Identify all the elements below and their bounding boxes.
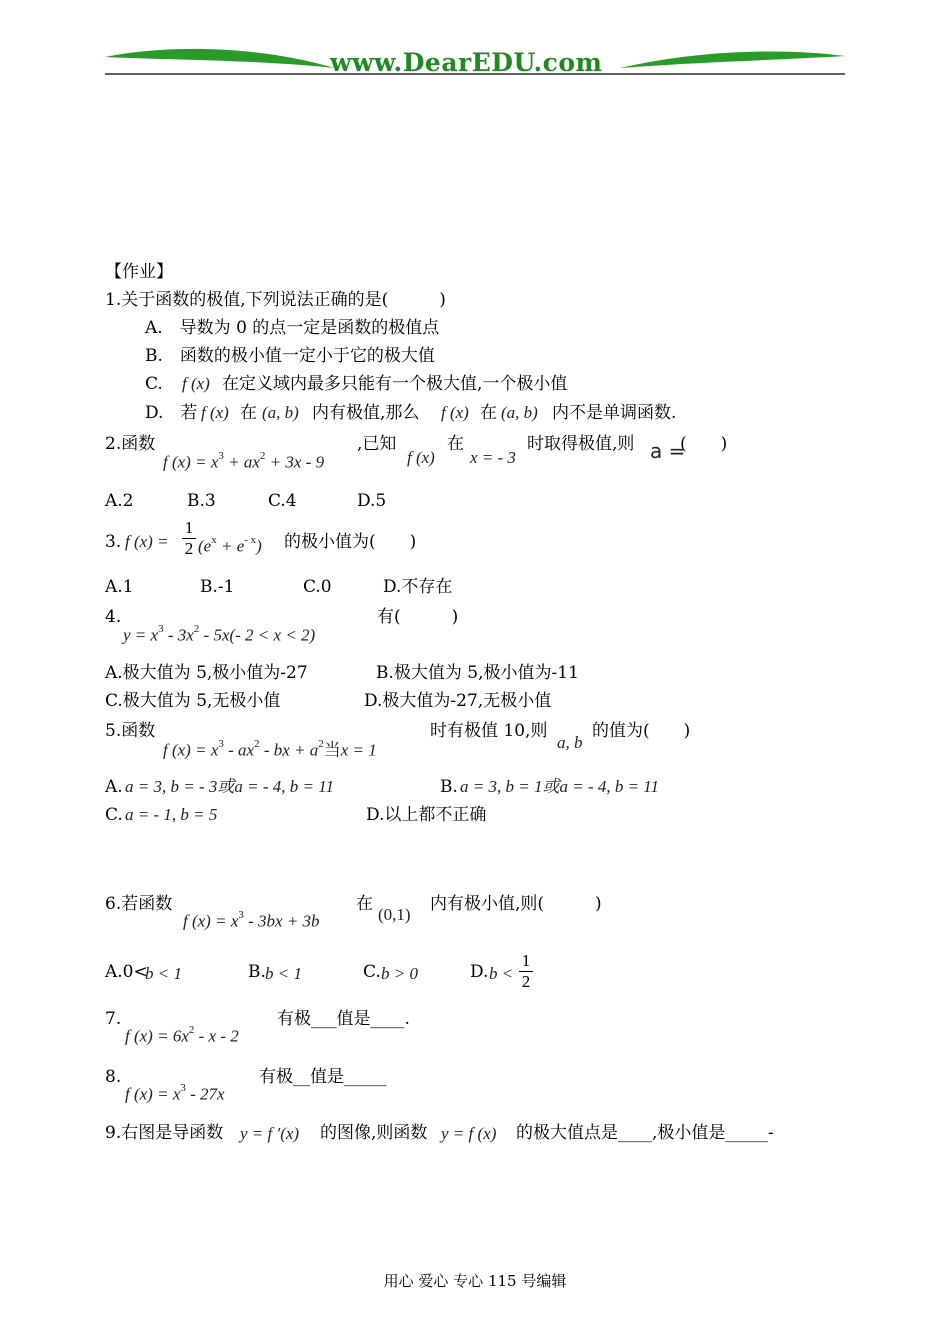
q3-option-a: A.1 [105, 577, 134, 597]
q9-text1: 9.右图是导函数 [105, 1123, 224, 1143]
q6-function: f $(x) = x^3 - 3bx + 3b$ [183, 909, 320, 931]
q9-text3: 的极大值点是____,极小值是_____- [516, 1123, 774, 1143]
q1-stem: 1.关于函数的极值,下列说法正确的是( ) [105, 290, 446, 310]
q3-lhs: f (x) = [125, 532, 169, 551]
q6-option-d: b < [489, 964, 514, 983]
q6-option-c: b > 0 [381, 964, 418, 983]
q3-fraction-denominator: 2 [184, 539, 194, 558]
q6-option-d-numerator: 1 [521, 951, 531, 970]
section-title: 【作业】 [105, 262, 173, 282]
q1-option-c-math: f (x) [182, 374, 210, 393]
q1-option-d-label: D. 若 [145, 403, 198, 423]
q2-option-b: B.3 [187, 491, 216, 511]
q5-option-a-label: A. [105, 777, 123, 797]
q9-derivative: y = f ′(x) [240, 1124, 300, 1143]
q3-option-c: C.0 [303, 577, 332, 597]
q8-number: 8. [105, 1067, 122, 1087]
q2-text3: 时取得极值,则 [527, 434, 635, 454]
q6-option-d-fraction [519, 952, 533, 991]
q5-stem: 5.函数 [105, 721, 156, 741]
q5-option-c: a = - 1, b = 5 [125, 805, 218, 824]
q2-text1: ,已知 [357, 434, 397, 454]
q1-option-d-math3: f (x) [441, 403, 469, 422]
q5-option-a: a = 3, b = - 3或a = - 4, b = 11 [125, 777, 334, 796]
q1-option-d-text1: 在 [240, 403, 257, 423]
q3-rhs: $(e^x + e^{- x})$ [198, 534, 262, 556]
q4-option-b: B.极大值为 5,极小值为-11 [376, 663, 579, 683]
q2-a-equals: a = [650, 439, 686, 463]
site-logo[interactable]: www.DearEDU.com [330, 48, 603, 77]
q2-text2: 在 [447, 434, 464, 454]
q6-option-a-label: A.0< [105, 962, 148, 982]
q5-text2: 的值为( ) [592, 721, 691, 741]
q5-option-b: a = 3, b = 1或a = - 4, b = 11 [460, 777, 660, 796]
q1-option-d-text2: 内有极值,那么 [312, 403, 420, 423]
q2-stem: 2.函数 [105, 434, 156, 454]
q1-option-d-math2: (a, b) [262, 403, 299, 422]
q1-option-d-text3: 在 [480, 403, 497, 423]
q3-option-d: D.不存在 [383, 577, 453, 597]
q8-function: f $(x) = x^3 - 27x$ [125, 1082, 225, 1104]
page-footer: 用心 爱心 专心 115 号编辑 [383, 1272, 567, 1290]
q6-option-d-denominator: 2 [521, 972, 531, 991]
q6-option-b: b < 1 [265, 964, 302, 983]
q6-option-d-label: D. [470, 962, 489, 982]
q7-number: 7. [105, 1009, 122, 1029]
q2-answer-paren: ( ) [680, 434, 728, 454]
q5-ab: a, b [557, 733, 583, 752]
q3-number: 3. [105, 532, 122, 552]
q6-text2: 内有极小值,则( ) [430, 894, 602, 914]
q8-tail: 有极__值是_____ [259, 1067, 387, 1087]
q2-option-a: A.2 [105, 491, 134, 511]
q4-tail: 有( ) [377, 607, 459, 627]
q3-tail: 的极小值为( ) [284, 532, 417, 552]
q1-option-b: B. 函数的极小值一定小于它的极大值 [145, 346, 435, 366]
q5-text1: 时有极值 10,则 [430, 721, 548, 741]
q9-function: y = f (x) [441, 1124, 497, 1143]
q3-fraction-numerator: 1 [184, 518, 194, 537]
q6-option-a: b < 1 [145, 964, 182, 983]
q7-tail: 有极___值是____. [277, 1009, 410, 1029]
q3-fraction [182, 519, 196, 558]
q7-function: f $(x) = 6x^2 - x - 2$ [125, 1024, 239, 1046]
q1-option-d-math4: (a, b) [501, 403, 538, 422]
q2-fx: f (x) [407, 448, 435, 467]
q1-option-d-math1: f (x) [201, 403, 229, 422]
q2-x-value: x = - 3 [470, 448, 516, 467]
q4-number: 4. [105, 607, 122, 627]
q4-option-c: C.极大值为 5,无极小值 [105, 691, 281, 711]
q2-option-d: D.5 [357, 491, 387, 511]
q2-option-c: C.4 [268, 491, 297, 511]
q6-text1: 在 [356, 894, 373, 914]
q4-option-d: D.极大值为-27,无极小值 [364, 691, 552, 711]
q4-option-a: A.极大值为 5,极小值为-27 [105, 663, 308, 683]
q6-interval: (0,1) [378, 905, 411, 924]
q5-option-c-label: C. [105, 805, 123, 825]
q9-text2: 的图像,则函数 [320, 1123, 428, 1143]
q1-option-c-text: 在定义域内最多只能有一个极大值,一个极小值 [222, 374, 568, 394]
q6-option-b-label: B. [248, 962, 266, 982]
q5-option-d: D.以上都不正确 [366, 805, 487, 825]
q1-option-d-text4: 内不是单调函数. [552, 403, 677, 423]
q6-stem: 6.若函数 [105, 894, 173, 914]
q1-option-c-label: C. [145, 374, 163, 394]
q5-option-b-label: B. [440, 777, 458, 797]
q2-function: f $(x) = x^3 + ax^2 + 3x - 9$ [163, 450, 325, 472]
q3-option-b: B.-1 [200, 577, 235, 597]
q6-option-c-label: C. [363, 962, 381, 982]
q1-option-a: A. 导数为 0 的点一定是函数的极值点 [145, 318, 440, 338]
q5-function: f $(x) = x^3 - ax^2$ - bx + $a^2$当x = 1 [163, 738, 377, 760]
q4-function: $y = x^3 - 3x^2 - 5x(-$ 2 < x < 2) [123, 623, 316, 645]
